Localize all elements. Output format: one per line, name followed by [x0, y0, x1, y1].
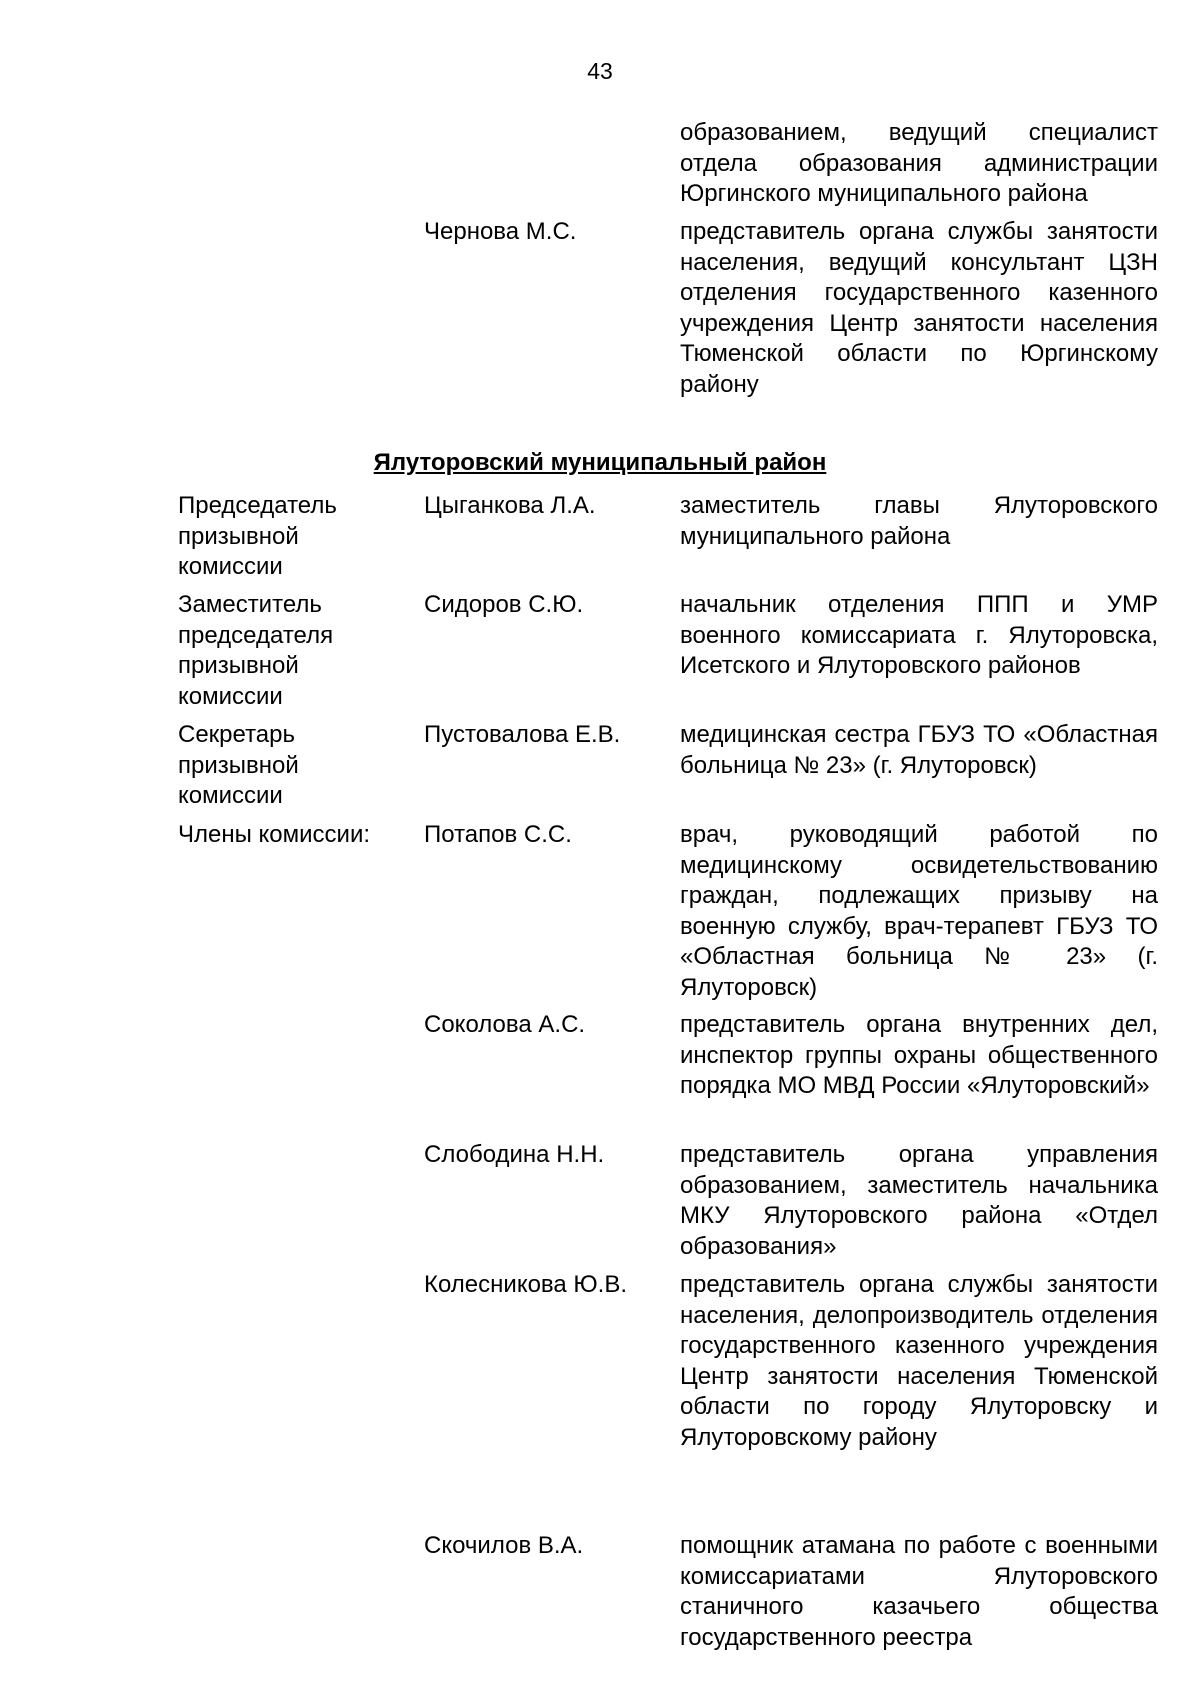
page-number: 43 [587, 58, 613, 84]
member-role: Председатель призывной комиссии [178, 492, 337, 580]
member-name: Цыганкова Л.А. [424, 492, 596, 519]
position-text: заместитель главы Ялуторовского муниципального района [680, 492, 1158, 550]
position-text: врач, руководящий работой по медицинскому освидетельствованию граждан, подлежащих призыву на военную службу, врач-терапевт ГБУЗ ТО «Областная больница № 23» (г. Ялуторовск) [680, 821, 1158, 1001]
member-name: Слободина Н.Н. [424, 1141, 605, 1168]
member-name: Сидоров С.Ю. [424, 591, 584, 618]
member-name: Скочилов В.А. [424, 1532, 584, 1559]
member-name: Потапов С.С. [424, 821, 572, 848]
member-name: Соколова А.С. [424, 1011, 586, 1038]
position-text: представитель органа внутренних дел, инспектор группы охраны общественного порядка МО МВД России «Ялуторовский» [680, 1011, 1158, 1099]
member-name: Колесникова Ю.В. [424, 1271, 628, 1298]
position-text: образованием, ведущий специалист отдела образования администрации Юргинского муниципального района [680, 119, 1158, 207]
position-text: начальник отделения ППП и УМР военного комиссариата г. Ялуторовска, Исетского и Ялуторовского районов [680, 591, 1158, 679]
position-text: помощник атамана по работе с военными комиссариатами Ялуторовского станичного казачьего общества государственного реестра [680, 1532, 1158, 1651]
member-name: Чернова М.С. [424, 218, 577, 245]
position-text: представитель органа управления образованием, заместитель начальника МКУ Ялуторовского района «Отдел образования» [680, 1141, 1158, 1260]
position-text: представитель органа службы занятости населения, ведущий консультант ЦЗН отделения государственного казенного учреждения Центр занятости населения Тюменской области по Юргинскому району [680, 218, 1158, 398]
member-role: Члены комиссии: [178, 821, 371, 848]
member-name: Пустовалова Е.В. [424, 721, 621, 748]
member-role: Секретарь призывной комиссии [178, 721, 299, 809]
position-text: представитель органа службы занятости населения, делопроизводитель отделения государственного казенного учреждения Центр занятости населения Тюменской области по городу Ялуторовску и Ялуторовскому району [680, 1271, 1158, 1451]
section-title: Ялуторовский муниципальный район [373, 449, 827, 476]
position-text: медицинская сестра ГБУЗ ТО «Областная больница № 23» (г. Ялуторовск) [680, 721, 1158, 779]
member-role: Заместитель председателя призывной комиссии [178, 591, 334, 710]
